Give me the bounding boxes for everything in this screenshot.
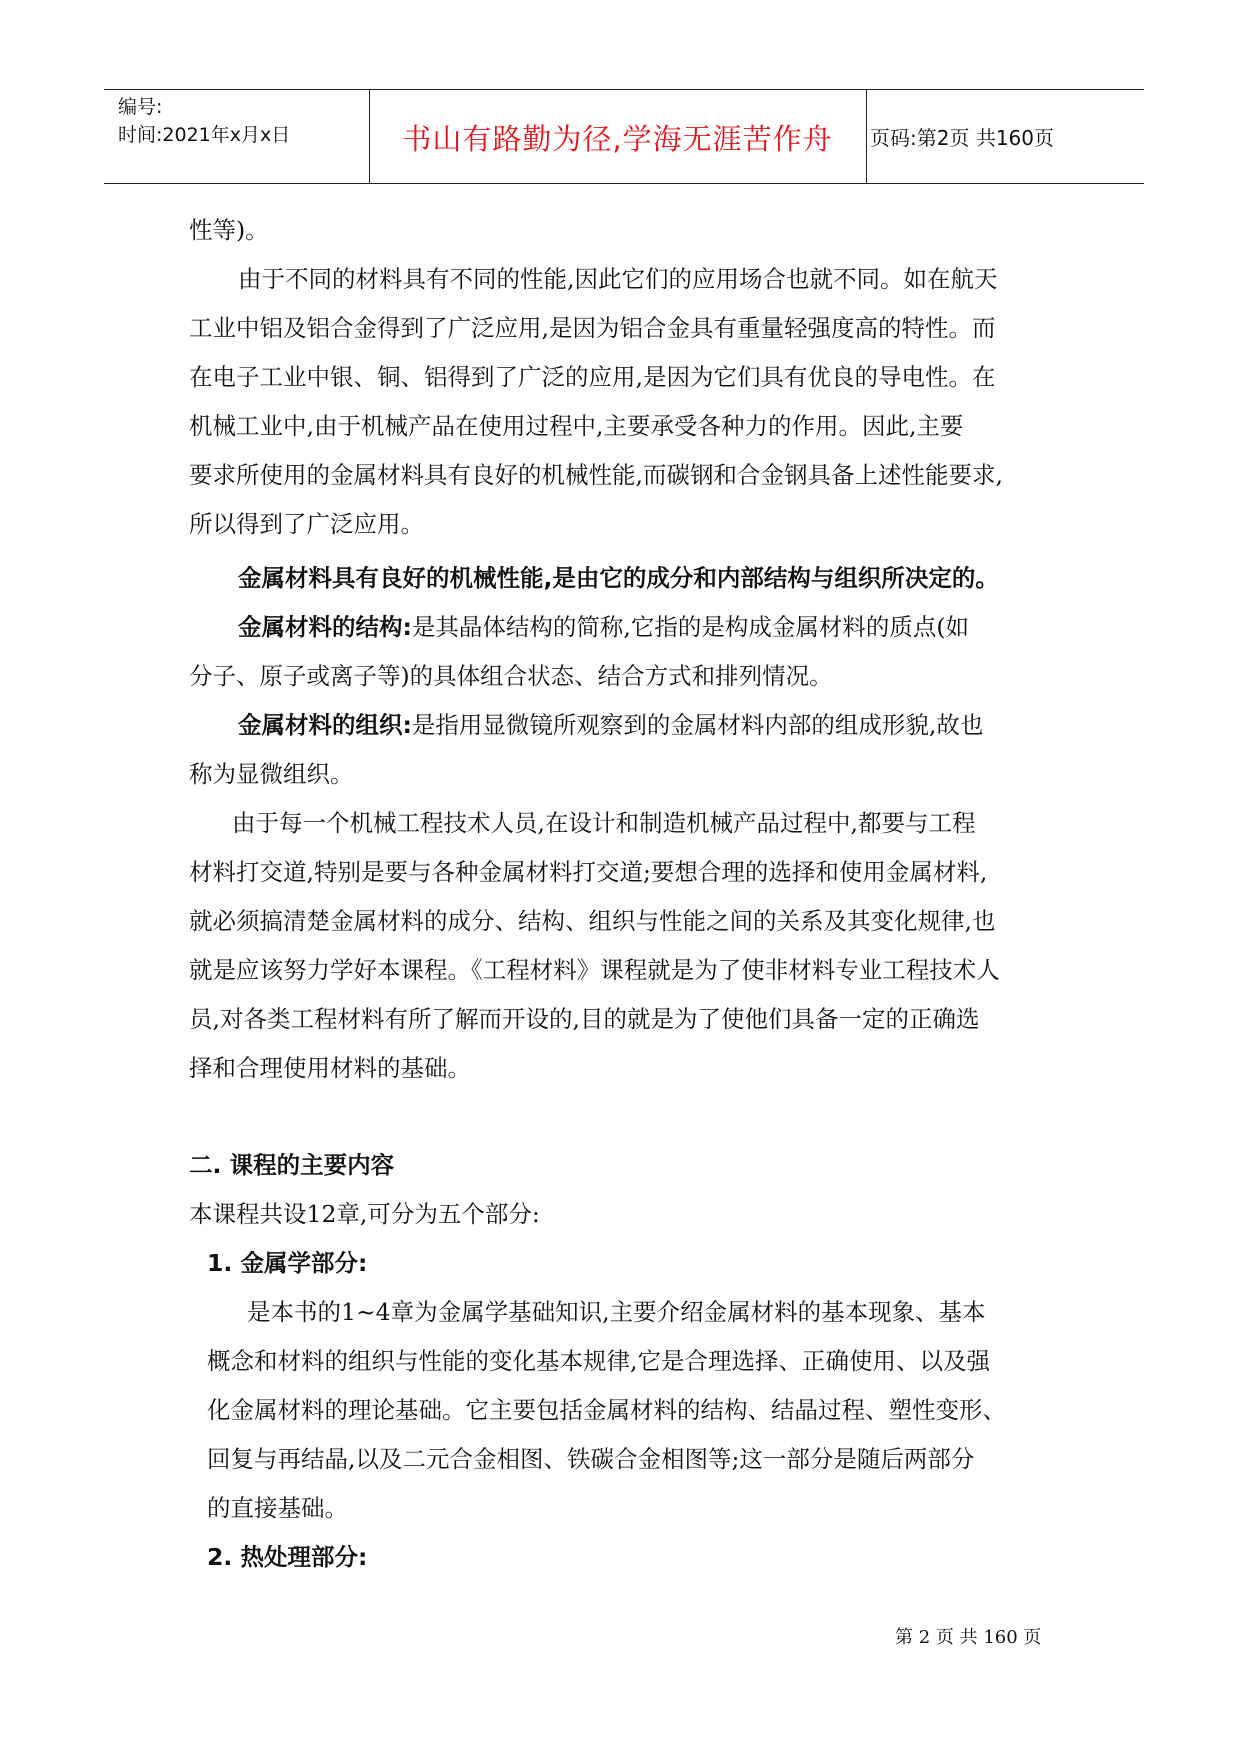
text-line: 本课程共设12章,可分为五个部分: — [189, 1200, 540, 1228]
text-line: 称为显微组织。 — [189, 760, 354, 788]
text-line: 工业中铝及铝合金得到了广泛应用,是因为铝合金具有重量轻强度高的特性。而 — [189, 314, 996, 342]
text-line: 概念和材料的组织与性能的变化基本规律,它是合理选择、正确使用、以及强 — [207, 1347, 990, 1375]
text-line: 择和合理使用材料的基础。 — [189, 1054, 471, 1082]
text-line: 所以得到了广泛应用。 — [189, 510, 424, 538]
definition-text: 是指用显微镜所观察到的金属材料内部的组成形貌,故也 — [411, 711, 984, 739]
text-line: 回复与再结晶,以及二元合金相图、铁碳合金相图等;这一部分是随后两部分 — [207, 1445, 975, 1473]
page-code: 页码:第2页 共160页 — [870, 126, 1054, 150]
header-table — [104, 89, 1144, 184]
text-line: 要求所使用的金属材料具有良好的机械性能,而碳钢和合金钢具备上述性能要求, — [189, 461, 1003, 489]
text-line: 在电子工业中银、铜、铝得到了广泛的应用,是因为它们具有优良的导电性。在 — [189, 363, 996, 391]
definition-line — [238, 710, 983, 740]
text-line: 机械工业中,由于机械产品在使用过程中,主要承受各种力的作用。因此,主要 — [189, 412, 964, 440]
page-footer: 第 2 页 共 160 页 — [895, 1627, 1042, 1648]
text-line: 分子、原子或离子等)的具体组合状态、结合方式和排列情况。 — [189, 662, 833, 690]
term-structure: 金属材料的结构: — [238, 613, 412, 641]
text-line: 由于每一个机械工程技术人员,在设计和制造机械产品过程中,都要与工程 — [232, 809, 976, 837]
header-divider — [866, 90, 867, 183]
text-line: 由于不同的材料具有不同的性能,因此它们的应用场合也就不同。如在航天 — [238, 265, 998, 293]
text-line: 员,对各类工程材料有所了解而开设的,目的就是为了使他们具备一定的正确选 — [189, 1005, 980, 1033]
header-meta — [118, 93, 290, 149]
definition-text: 是其晶体结构的简称,它指的是构成金属材料的质点(如 — [411, 613, 970, 641]
header-motto: 书山有路勤为径,学海无涯苦作舟 — [402, 122, 833, 156]
definition-line — [238, 612, 969, 642]
subsection-title: 1. 金属学部分: — [207, 1249, 368, 1277]
text-line: 是本书的1~4章为金属学基础知识,主要介绍金属材料的基本现象、基本 — [247, 1298, 986, 1326]
term-organization: 金属材料的组织: — [238, 711, 412, 739]
text-line: 化金属材料的理论基础。它主要包括金属材料的结构、结晶过程、塑性变形、 — [207, 1396, 1006, 1424]
text-line: 性等)。 — [189, 216, 269, 244]
text-line: 材料打交道,特别是要与各种金属材料打交道;要想合理的选择和使用金属材料, — [189, 858, 988, 886]
bold-statement: 金属材料具有良好的机械性能,是由它的成分和内部结构与组织所决定的。 — [238, 564, 999, 592]
text-line: 就必须搞清楚金属材料的成分、结构、组织与性能之间的关系及其变化规律,也 — [189, 907, 996, 935]
serial-label: 编号: — [118, 96, 163, 118]
section-title: 二. 课程的主要内容 — [189, 1151, 395, 1179]
subsection-title: 2. 热处理部分: — [207, 1543, 368, 1571]
text-line: 的直接基础。 — [207, 1494, 348, 1522]
time-label: 时间:2021年x月x日 — [118, 124, 291, 146]
text-line: 就是应该努力学好本课程。《工程材料》课程就是为了使非材料专业工程技术人 — [189, 956, 1000, 984]
